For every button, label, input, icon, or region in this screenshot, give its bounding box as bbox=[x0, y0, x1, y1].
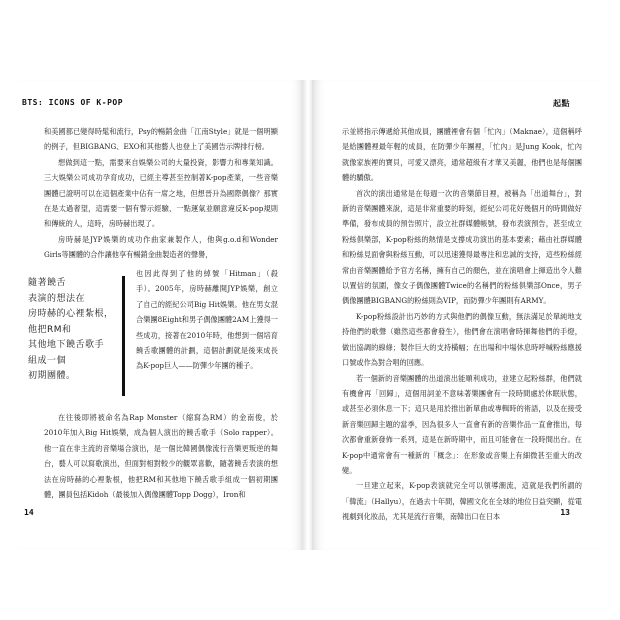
left-paragraph-1: 和美國都已變得時髦和流行，Psy的暢銷金曲「江南Style」就是一個明顯的例子，但BIGBANG、EXO和其他藝人也登上了美國告示牌排行榜。 bbox=[44, 127, 278, 152]
pull-quote-line: 隨著饒舌 bbox=[28, 278, 67, 288]
left-page-number: 14 bbox=[24, 508, 34, 517]
right-paragraph-3: K-pop粉絲設計出巧妙的方式與他們的偶像互動，無法滿足於單純地支持他們的歌聲（雖然這些都會發生），他們會在演唱會時揮舞他們的手燈，做出協調的線條；製作巨大的支持橫幅；在出場和中場休息時呼喊粉絲應援口號或作為對合唱的回應。 bbox=[342, 311, 582, 368]
pull-quote-line: 組成一個 bbox=[28, 355, 67, 366]
left-paragraph-2: 想做到這一點，需要來自娛樂公司的大量投資，影響力和專業知識。三大娛樂公司成功孕育成功，已經主導甚至控制著K-pop產業，一些音樂團體已證明可以在這個產業中佔有一席之地，但想晉升為國際偶像？那實在是太過奢望，這需要一個有警示經驗、一點運氣並願意違反K-pop規則和傳統的人，這時，房時赫出現了。 bbox=[44, 157, 278, 229]
pull-quote-line: 房時赫的心裡紮根， bbox=[28, 309, 114, 319]
left-running-head: BTS: ICONS OF K-POP bbox=[22, 98, 124, 107]
left-paragraph-bottom: 在往後即將被命名為Rap Monster（縮寫為RM）的金南俊，於2010年加入Big Hit娛樂，成為個人演出的饒舌歌手（Solo rapper）。他一直在非主流的音樂場合演出，是一個比韓國偶像流行音樂更叛逆的舞台，藝人可以寫歌演出，但面對相對較少的觀眾喜歡，隨著饒舌表演的想法在房時赫的心裡紮根，他把RM和其他地下饒舌歌手組成一個初期團體，團員包括Kidoh（最後加入偶像團體Topp Dogg），Iron和 bbox=[44, 413, 278, 500]
left-page bbox=[18, 80, 304, 550]
right-running-head: 起點 bbox=[553, 99, 570, 108]
right-page-number: 13 bbox=[560, 508, 570, 517]
right-paragraph-5: 一旦建立起來，K-pop表演就完全可以領導潮流，這就是我們所謂的「韓流」（Hallyu），在過去十年間，韓國文化在全球的地位日益突顯，從電視劇到化妝品，尤其是流行音樂，南韓出口在日本 bbox=[342, 481, 582, 522]
pull-quote-line: 初期團體。 bbox=[28, 371, 76, 381]
left-body-top bbox=[44, 124, 278, 263]
left-paragraph-mid: 也因此得到了他的綽號「Hitman」（殺手）。2005年，房時赫離開JYP娛樂，創立了自己的經紀公司Big Hit娛樂。他在男女混合樂團8Eight和男子偶像團體2AM上獲得一些成功，接著在2010年時，他想到一個培育饒舌歌團體的計劃，這個計劃就是後來成長為K-pop巨人——防彈少年團的種子。 bbox=[136, 269, 278, 371]
left-body-mid bbox=[136, 266, 278, 374]
right-page bbox=[312, 80, 600, 550]
pull-quote-line: 他把RM和 bbox=[28, 324, 72, 335]
pull-quote bbox=[18, 276, 125, 396]
left-paragraph-3: 房時赫是JYP娛樂的成功作曲家兼製作人，他與g.o.d和Wonder Girls等團體的合作讓他享有暢銷金曲製造者的聲譽， bbox=[44, 234, 278, 260]
right-body bbox=[342, 124, 582, 525]
right-paragraph-4: 若一個新的音樂團體的出道演出能順利成功，並建立起粉絲群，他們就有機會再「回歸」，這個用詞並不意味著樂團會有一段時間處於休眠狀態，或甚至必須休息一下；這只是用於推出新單曲或專輯時的術語，以及在接受新音樂回歸主題的當季，因為很多人一直會有新的音樂作品一直會推出，每次都會重新發佈一系列，這是在新時期中，而且可能會在一段時間出台。在K-pop中通常會有一種新的「概念」：在形象或音樂上有細微甚至重大的改變。 bbox=[342, 373, 582, 475]
pull-quote-line: 其他地下饒舌歌手 bbox=[28, 340, 105, 350]
pull-quote-line: 表演的想法在 bbox=[28, 293, 86, 304]
left-body-bottom bbox=[44, 410, 278, 502]
right-paragraph-2: 首次的演出通常是在每週一次的音樂節目裡，被稱為「出道舞台」，對新的音樂團體來說，這是非常重要的時刻，經紀公司花好幾個月的時間做好準備，發布成員的預告照片，設立社群媒體帳號，發布表演預告，甚至成立粉絲俱樂部，K-pop粉絲的熱情是支撐成功演出的基本要素；藉由社群媒體和粉絲見面會與粉絲互動，可以迅速獲得最專注和忠誠的支持，這些粉絲經常由音樂團體給予官方名稱，擁有自己的顏色，並在演唱會上揮造出令人難以置信的氛圍，像女子偶像團體Twice的名稱們的粉絲俱樂部Once，男子偶像團體BIGBANG的粉絲則為VIP，而防彈少年團則有ARMY。 bbox=[342, 188, 582, 306]
right-paragraph-1: 示並將指示傳遞給其他成員，團體裡會有個「忙內」（Maknae），這個稱呼是給團體裡最年輕的成員，在防彈少年團裡，「忙內」是Jung Kook，忙內就像家族裡的寶貝，可愛又漂亮，通常超級有才華又美麗，他們也是每個團體的驕傲。 bbox=[342, 127, 582, 183]
